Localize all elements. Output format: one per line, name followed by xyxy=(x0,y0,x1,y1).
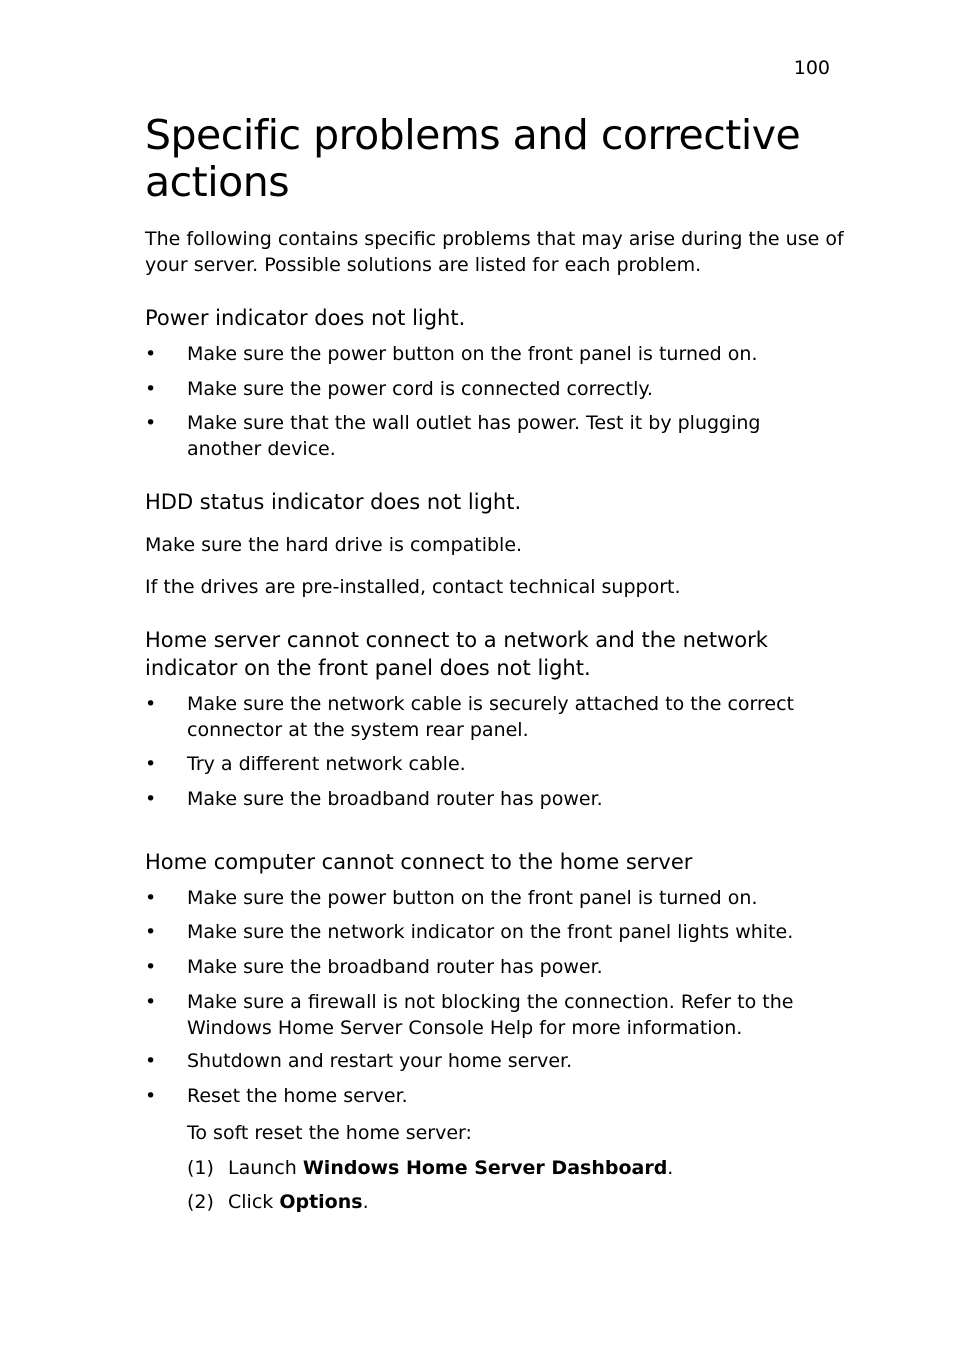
step-number: (2) xyxy=(187,1191,214,1213)
list-item-text: Reset the home server. xyxy=(187,1085,408,1107)
section-heading-power-indicator: Power indicator does not light. xyxy=(145,306,466,330)
intro-paragraph: The following contains specific problems that may arise during the use of your server. Possible solutions are listed for each problem. xyxy=(145,228,844,276)
bullet-icon: • xyxy=(145,753,157,775)
step-number: (1) xyxy=(187,1157,214,1179)
bullet-icon: • xyxy=(145,991,157,1013)
list-item-text: Shutdown and restart your home server. xyxy=(187,1050,573,1072)
bullet-icon: • xyxy=(145,693,157,715)
step-suffix: . xyxy=(362,1191,369,1213)
list-item-text: Make sure the power cord is connected correctly. xyxy=(187,378,653,400)
bullet-icon: • xyxy=(145,378,157,400)
list-item-text: Make sure a firewall is not blocking the connection. Refer to the Windows Home Server Console Help for more information. xyxy=(187,991,794,1039)
step-suffix: . xyxy=(667,1157,674,1179)
list-item-text: Make sure the power button on the front panel is turned on. xyxy=(187,887,758,909)
section-heading-network: Home server cannot connect to a network and the network indicator on the front panel does not light. xyxy=(145,628,768,680)
step-text xyxy=(228,1189,369,1215)
list-item-text: Make sure the broadband router has power. xyxy=(187,956,603,978)
step-prefix: Launch xyxy=(228,1157,303,1179)
page-title: Specific problems and corrective actions xyxy=(145,111,801,206)
list-item-text: Make sure the broadband router has power. xyxy=(187,788,603,810)
bullet-icon: • xyxy=(145,1050,157,1072)
bullet-icon: • xyxy=(145,1085,157,1107)
bullet-icon: • xyxy=(145,921,157,943)
list-item-text: Try a different network cable. xyxy=(187,753,466,775)
list-item-text: Make sure the power button on the front panel is turned on. xyxy=(187,343,758,365)
section-heading-home-computer: Home computer cannot connect to the home server xyxy=(145,850,693,874)
bullet-icon: • xyxy=(145,887,157,909)
bullet-icon: • xyxy=(145,956,157,978)
bullet-icon: • xyxy=(145,412,157,434)
list-item-text: Make sure the network cable is securely attached to the correct connector at the system rear panel. xyxy=(187,693,794,741)
list-item-text: Make sure the network indicator on the front panel lights white. xyxy=(187,921,794,943)
ui-term-dashboard: Windows Home Server Dashboard xyxy=(302,1157,668,1179)
list-item-text: Make sure that the wall outlet has power. Test it by plugging another device. xyxy=(187,412,761,460)
paragraph: Make sure the hard drive is compatible. xyxy=(145,534,523,556)
sub-intro: To soft reset the home server: xyxy=(187,1122,472,1144)
bullet-icon: • xyxy=(145,788,157,810)
step-text xyxy=(228,1155,673,1181)
paragraph: If the drives are pre-installed, contact technical support. xyxy=(145,576,681,598)
ui-term-options: Options xyxy=(279,1191,363,1213)
section-heading-hdd-indicator: HDD status indicator does not light. xyxy=(145,490,522,514)
bullet-icon: • xyxy=(145,343,157,365)
page-number: 100 xyxy=(793,57,830,79)
step-prefix: Click xyxy=(228,1191,280,1213)
